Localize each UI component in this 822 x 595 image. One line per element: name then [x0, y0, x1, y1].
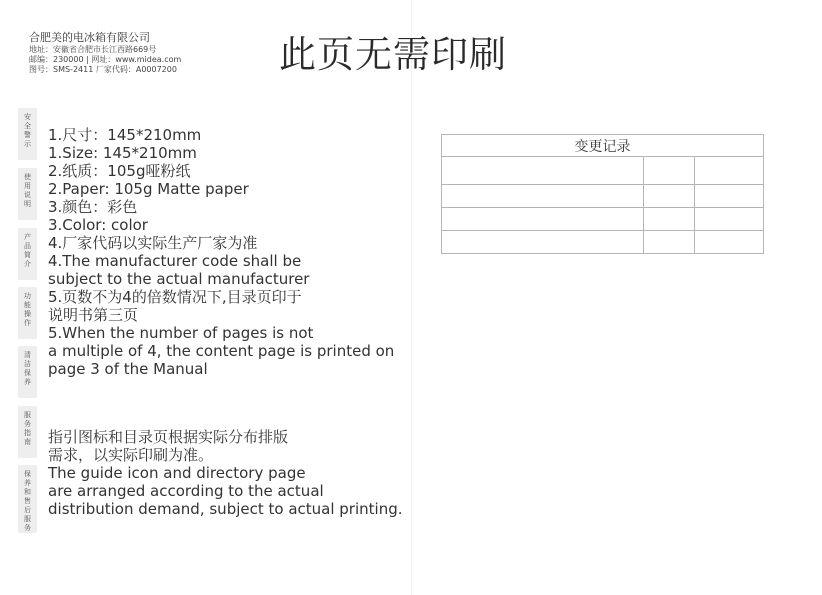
- table-cell: [695, 231, 764, 254]
- spec-line: 2.Paper: 105g Matte paper: [48, 180, 249, 198]
- table-cell: [442, 208, 644, 231]
- guide-line: 需求，以实际印刷为准。: [48, 446, 214, 464]
- change-log-title: 变更记录: [442, 135, 764, 157]
- table-row: [442, 208, 764, 231]
- page-fold-line: [411, 0, 412, 595]
- side-tab-label: 服务指南: [23, 411, 32, 447]
- print-spec-list: [48, 126, 394, 378]
- table-row: [442, 157, 764, 185]
- side-tab-cleaning[interactable]: [18, 346, 37, 398]
- company-name: 合肥美的电冰箱有限公司: [29, 31, 150, 44]
- side-tab-service[interactable]: [18, 406, 37, 458]
- side-tab-operation[interactable]: [18, 287, 37, 339]
- guide-line: are arranged according to the actual: [48, 482, 324, 500]
- table-cell: [442, 157, 644, 185]
- table-row: [442, 185, 764, 208]
- spec-line: a multiple of 4, the content page is printed on: [48, 342, 395, 360]
- side-tab-label: 安全警示: [23, 113, 32, 149]
- side-tab-label: 保养和售后服务: [23, 470, 32, 533]
- guide-line: The guide icon and directory page: [48, 464, 306, 482]
- spec-line: page 3 of the Manual: [48, 360, 208, 378]
- company-address: 地址：安徽省合肥市长江西路669号: [29, 45, 157, 54]
- side-tab-maintenance[interactable]: [18, 465, 37, 533]
- guide-note: [48, 428, 403, 518]
- side-tab-usage[interactable]: [18, 168, 37, 220]
- table-cell: [695, 157, 764, 185]
- spec-line: 2.纸质：105g哑粉纸: [48, 162, 191, 180]
- table-cell: [442, 231, 644, 254]
- table-cell: [644, 208, 695, 231]
- spec-line: subject to the actual manufacturer: [48, 270, 310, 288]
- side-tab-label: 清洁保养: [23, 351, 32, 387]
- spec-line: 3.颜色：彩色: [48, 198, 138, 216]
- spec-line: 5.页数不为4的倍数情况下,目录页印于: [48, 288, 302, 306]
- table-cell: [442, 185, 644, 208]
- spec-line: 3.Color: color: [48, 216, 148, 234]
- spec-line: 1.Size: 145*210mm: [48, 144, 197, 162]
- table-cell: [644, 185, 695, 208]
- table-cell: [644, 231, 695, 254]
- guide-line: distribution demand, subject to actual printing.: [48, 500, 403, 518]
- page-title: 此页无需印刷: [279, 33, 507, 76]
- spec-line: 4.The manufacturer code shall be: [48, 252, 302, 270]
- table-cell: [695, 208, 764, 231]
- table-cell: [644, 157, 695, 185]
- table-cell: [695, 185, 764, 208]
- side-tab-safety[interactable]: [18, 108, 37, 160]
- spec-line: 4.厂家代码以实际生产厂家为准: [48, 234, 258, 252]
- spec-line: 1.尺寸：145*210mm: [48, 126, 202, 144]
- spec-line: 说明书第三页: [48, 306, 139, 324]
- guide-line: 指引图标和目录页根据实际分布排版: [48, 428, 289, 446]
- side-tab-product[interactable]: [18, 228, 37, 280]
- company-contact: 邮编：230000 | 网址：www.midea.com: [29, 55, 182, 64]
- change-log-table: [441, 134, 764, 254]
- drawing-codes: 图号：SMS-2411 厂家代码：A0007200: [29, 65, 177, 74]
- table-row: [442, 231, 764, 254]
- company-info: [29, 31, 181, 75]
- side-tab-label: 产品简介: [23, 233, 32, 269]
- side-tab-label: 功能操作: [23, 292, 32, 328]
- spec-line: 5.When the number of pages is not: [48, 324, 314, 342]
- side-tab-label: 使用说明: [23, 173, 32, 209]
